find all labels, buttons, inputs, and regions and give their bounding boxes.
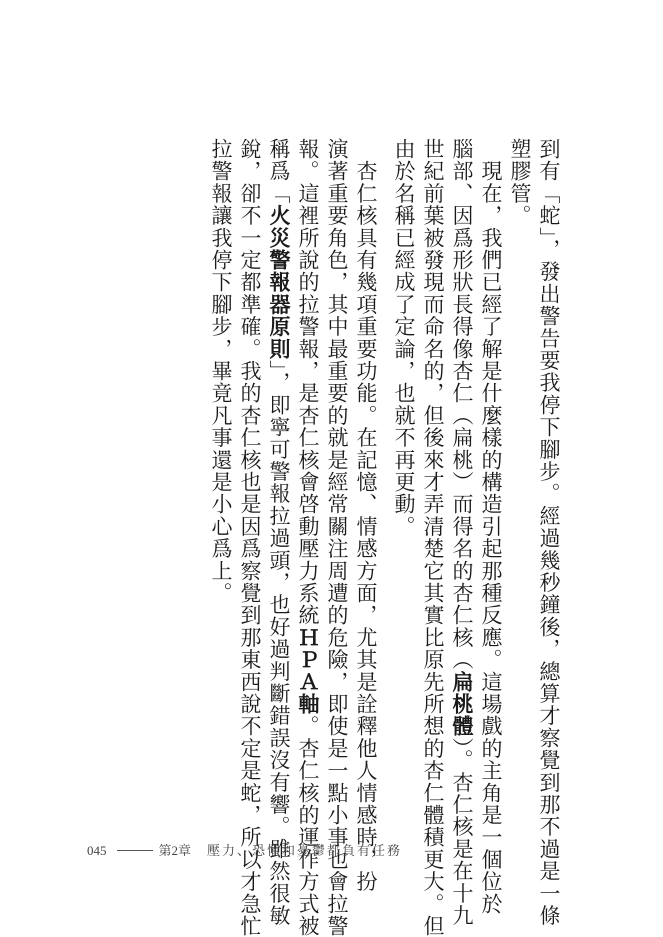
- text-column: 由於名稱已經成了定論，也就不再更動。: [392, 138, 416, 538]
- footer-dash: [117, 850, 153, 851]
- text-column: 稱爲「火災警報器原則」，即寧可警報拉過頭，也好過判斷錯誤沒有響。雖然很敏: [267, 138, 292, 927]
- text-column: 腦部、因爲形狀長得像杏仁（扁桃）而得名的杏仁核（扁桃體）。杏仁核是在十九: [450, 138, 475, 927]
- chapter-title: 壓力、恐懼和憂鬱都負有任務: [207, 843, 403, 858]
- text-column: 到有「蛇」，發出警告要我停下腳步。經過幾秒鐘後，總算才察覺到那不過是一條: [537, 138, 561, 927]
- text-column: 塑膠管。: [508, 138, 532, 227]
- text-column: 拉警報讓我停下腳步，畢竟凡事還是小心爲上。: [209, 138, 233, 605]
- page-number: 045: [87, 843, 107, 858]
- page-footer: [87, 840, 408, 859]
- text-column: 杏仁核具有幾項重要功能。在記憶、情感方面，尤其是詮釋他人情感時，扮: [354, 138, 378, 893]
- text-column: 演著重要角色，其中最重要的就是經常關注周遭的危險，即使是一點小事也會拉警: [325, 138, 349, 937]
- text-column: 世紀前葉被發現而命名的，但後來才弄清楚它其實比原先所想的杏仁體積更大。但: [421, 138, 445, 937]
- text-column: 現在，我們已經了解是什麼樣的構造引起那種反應。這場戲的主角是一個位於: [479, 138, 503, 915]
- chapter-label: 第2章: [158, 843, 192, 858]
- text-column: 銳，卻不一定都準確。我的杏仁核也是因爲察覺到那東西說不定是蛇，所以才急忙: [238, 138, 262, 937]
- text-column: 報。這裡所說的拉警報，是杏仁核會啓動壓力系統ＨＰＡ軸。杏仁核的運作方式被: [296, 138, 321, 937]
